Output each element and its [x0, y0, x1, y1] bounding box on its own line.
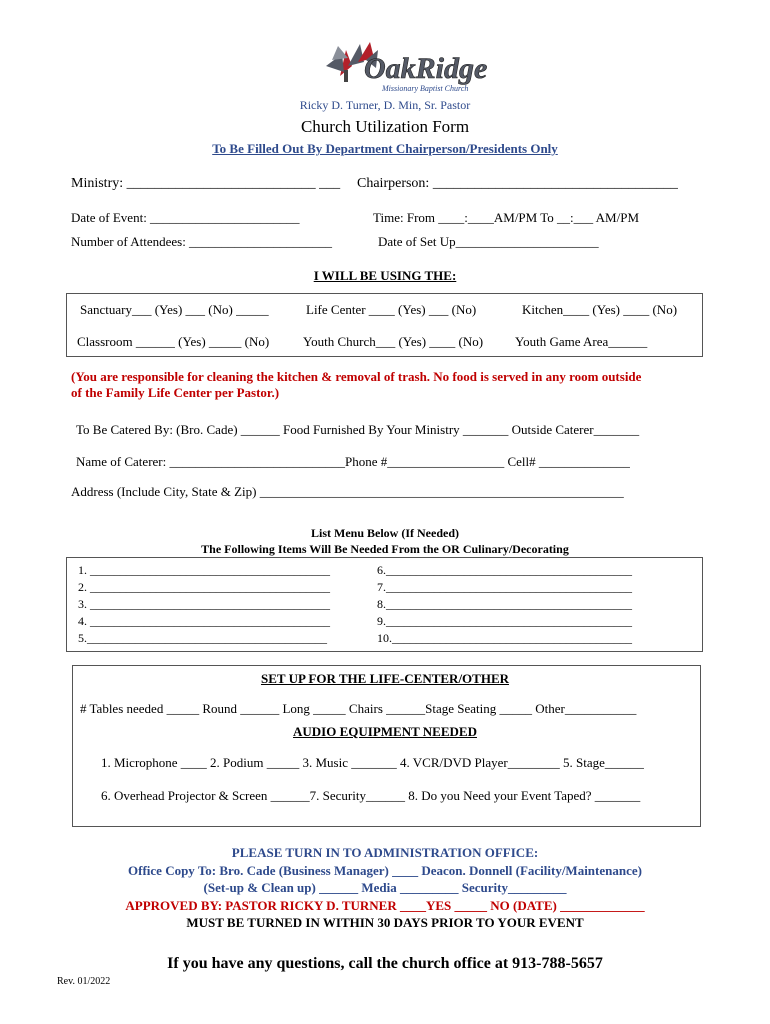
ministry-field[interactable]: Ministry: ___________________________ ___ — [71, 176, 341, 191]
menu-item-line[interactable]: 2. ________________________________________ — [78, 580, 330, 594]
classroom-field[interactable]: Classroom ______ (Yes) _____ (No) — [77, 334, 270, 349]
deadline-line: MUST BE TURNED IN WITHIN 30 DAYS PRIOR TO YOUR EVENT — [186, 915, 584, 930]
youth-church-field[interactable]: Youth Church___ (Yes) ____ (No) — [303, 334, 484, 349]
chairperson-field[interactable]: Chairperson: ___________________________________ — [357, 176, 678, 191]
time-field[interactable]: Time: From ____:____AM/PM To __:___ AM/PM — [373, 210, 640, 225]
office-copy-line: Office Copy To: Bro. Cade (Business Manager) ____ Deacon. Donnell (Facility/Maintenance) — [128, 863, 642, 878]
address-field[interactable]: Address (Include City, State & Zip) ________________________________________________________ — [71, 484, 624, 499]
setup-clean-line: (Set-up & Clean up) ______ Media _________ Security_________ — [203, 880, 567, 895]
pastor-name: Ricky D. Turner, D. Min, Sr. Pastor — [299, 98, 471, 112]
audio-line-2[interactable]: 6. Overhead Projector & Screen ______7. Security______ 8. Do you Need your Event Taped? _______ — [101, 788, 641, 803]
menu-subheading: The Following Items Will Be Needed From the OR Culinary/Decorating — [201, 542, 569, 556]
menu-heading: List Menu Below (If Needed) — [311, 526, 459, 540]
life-center-field[interactable]: Life Center ____ (Yes) ___ (No) — [306, 302, 477, 317]
form-subtitle: To Be Filled Out By Department Chairperson/Presidents Only — [212, 141, 558, 156]
menu-item-line[interactable]: 6._________________________________________ — [377, 563, 632, 577]
cleaning-notice-line-1: (You are responsible for cleaning the kitchen & removal of trash. No food is served in any room outside — [71, 369, 642, 384]
attendees-field[interactable]: Number of Attendees: ______________________ — [71, 234, 333, 249]
audio-line-1[interactable]: 1. Microphone ____ 2. Podium _____ 3. Music _______ 4. VCR/DVD Player________ 5. Stage______ — [101, 755, 644, 770]
tables-needed-field[interactable]: # Tables needed _____ Round ______ Long _____ Chairs ______Stage Seating _____ Other___________ — [80, 701, 637, 716]
catered-by-field[interactable]: To Be Catered By: (Bro. Cade) ______ Food Furnished By Your Ministry _______ Outside Caterer_______ — [76, 422, 640, 437]
logo-subtitle: Missionary Baptist Church — [382, 84, 469, 93]
turn-in-heading: PLEASE TURN IN TO ADMINISTRATION OFFICE: — [231, 845, 539, 860]
menu-item-line[interactable]: 3. ________________________________________ — [78, 597, 330, 611]
form-title: Church Utilization Form — [300, 117, 470, 136]
menu-item-line[interactable]: 9._________________________________________ — [377, 614, 632, 628]
menu-left-column — [78, 562, 330, 647]
church-logo — [318, 36, 498, 98]
menu-item-line[interactable]: 8._________________________________________ — [377, 597, 632, 611]
revision-date: Rev. 01/2022 — [57, 976, 111, 987]
using-heading: I WILL BE USING THE: — [313, 268, 457, 283]
menu-item-line[interactable]: 10.________________________________________ — [377, 631, 632, 645]
audio-heading: AUDIO EQUIPMENT NEEDED — [293, 724, 477, 739]
menu-item-line[interactable]: 7._________________________________________ — [377, 580, 632, 594]
menu-item-line[interactable]: 4. ________________________________________ — [78, 614, 330, 628]
kitchen-field[interactable]: Kitchen____ (Yes) ____ (No) — [522, 302, 678, 317]
cleaning-notice-line-2: of the Family Life Center per Pastor.) — [71, 385, 280, 400]
setup-date-field[interactable]: Date of Set Up______________________ — [378, 234, 599, 249]
date-of-event-field[interactable]: Date of Event: _______________________ — [71, 210, 300, 225]
menu-right-column — [377, 562, 632, 647]
approved-by-line: APPROVED BY: PASTOR RICKY D. TURNER ____YES _____ NO (DATE) _____________ — [125, 898, 645, 913]
menu-item-line[interactable]: 5.________________________________________ — [78, 631, 327, 645]
sanctuary-field[interactable]: Sanctuary___ (Yes) ___ (No) _____ — [80, 302, 269, 317]
logo-text: OakRidge — [364, 52, 488, 85]
caterer-name-field[interactable]: Name of Caterer: ___________________________Phone #__________________ Cell# ______________ — [76, 454, 630, 469]
questions-line: If you have any questions, call the church office at 913-788-5657 — [167, 955, 603, 972]
setup-heading: SET UP FOR THE LIFE-CENTER/OTHER — [260, 671, 510, 686]
youth-game-area-field[interactable]: Youth Game Area______ — [515, 334, 648, 349]
menu-item-line[interactable]: 1. ________________________________________ — [78, 563, 330, 577]
